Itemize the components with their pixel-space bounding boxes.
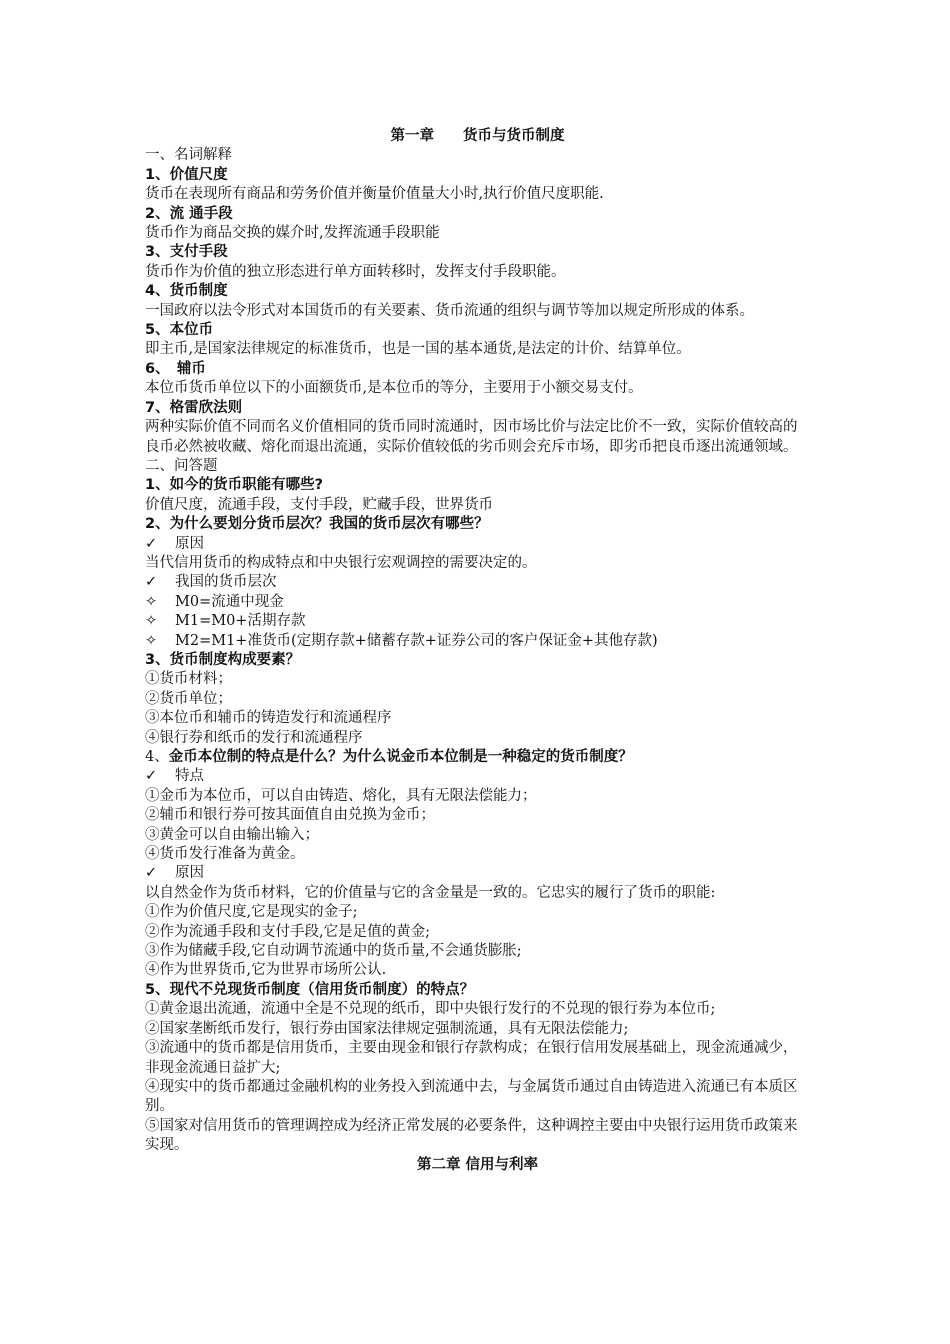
q5-item-3: ③流通中的货币都是信用货币，主要由现金和银行存款构成；在银行信用发展基础上，现金流通减少，非现金流通日益扩大; bbox=[145, 1040, 798, 1076]
q4-reason-2: ②作为流通手段和支付手段,它是足值的黄金; bbox=[145, 923, 430, 940]
q2-check-reason-label: 原因 bbox=[175, 535, 204, 552]
q3-item-4: ④银行券和纸币的发行和流通程序 bbox=[145, 729, 363, 746]
q3-item-3: ③本位币和辅币的铸造发行和流通程序 bbox=[145, 710, 392, 727]
q2-check-reason bbox=[145, 535, 810, 554]
chapter-2-title: 第二章 信用与利率 bbox=[416, 1156, 539, 1173]
check-mark-icon: ✓ bbox=[145, 768, 158, 785]
q5-item-5: ⑤国家对信用货币的管理调控成为经济正常发展的必要条件，这种调控主要由中央银行运用货币政策来实现。 bbox=[145, 1117, 798, 1154]
diamond-star-icon: ✧ bbox=[145, 632, 158, 649]
term-5-def: 即主币,是国家法律规定的标准货币，也是一国的基本通货,是法定的计价、结算单位。 bbox=[145, 341, 691, 358]
term-3-def: 货币作为价值的独立形态进行单方面转移时，发挥支付手段职能。 bbox=[145, 263, 566, 280]
term-2-title: 2、流 通手段 bbox=[145, 205, 233, 222]
q2-level-1 bbox=[145, 593, 810, 612]
q2-level-2 bbox=[145, 612, 810, 631]
q4-title: 金币本位制的特点是什么？为什么说金币本位制是一种稳定的货币制度？ bbox=[168, 749, 633, 765]
q3-title: 3、货币制度构成要素？ bbox=[145, 651, 301, 668]
q5-item-4: ④现实中的货币都通过金融机构的业务投入到流通中去，与金属货币通过自由铸造进入流通已有本质区别。 bbox=[145, 1078, 798, 1115]
q4-number: 4、 bbox=[145, 749, 169, 765]
q2-level-2-text: M1=M0+活期存款 bbox=[175, 613, 306, 630]
q5-item-2: ②国家垄断纸币发行，银行券由国家法律规定强制流通，具有无限法偿能力; bbox=[145, 1020, 629, 1037]
document-page bbox=[145, 127, 810, 1175]
q3-item-1: ①货币材料； bbox=[145, 671, 232, 688]
q3-item-2: ②货币单位； bbox=[145, 690, 232, 707]
term-6-def: 本位币货币单位以下的小面额货币,是本位币的等分，主要用于小额交易支付。 bbox=[145, 380, 643, 397]
diamond-star-icon: ✧ bbox=[145, 613, 158, 630]
term-3-title: 3、支付手段 bbox=[145, 244, 228, 261]
term-6-title: 6、 辅币 bbox=[145, 360, 206, 377]
term-5-title: 5、本位币 bbox=[145, 322, 214, 339]
q4-reason-3: ③作为储藏手段,它自动调节流通中的货币量,不会通货膨胀; bbox=[145, 943, 522, 960]
q4-check-reason-label: 原因 bbox=[175, 865, 204, 882]
check-mark-icon: ✓ bbox=[145, 865, 158, 882]
q2-level-3-text: M2=M1+准货币(定期存款+储蓄存款+证券公司的客户保证金+其他存款) bbox=[175, 632, 658, 649]
q2-check-levels-label: 我国的货币层次 bbox=[175, 574, 277, 591]
section-1-heading: 一、名词解释 bbox=[145, 147, 232, 164]
q2-level-1-text: M0=流通中现金 bbox=[175, 593, 284, 610]
term-2-def: 货币作为商品交换的媒介时,发挥流通手段职能 bbox=[145, 225, 440, 242]
term-4-title: 4、货币制度 bbox=[145, 283, 228, 300]
q5-title: 5、现代不兑现货币制度（信用货币制度）的特点？ bbox=[145, 981, 475, 998]
q2-level-3 bbox=[145, 632, 810, 651]
term-1-def: 货币在表现所有商品和劳务价值并衡量价值量大小时,执行价值尺度职能. bbox=[145, 186, 604, 203]
term-7-def: 两种实际价值不同而名义价值相同的货币同时流通时，因市场比价与法定比价不一致，实际价值较高的良币必然被收藏、熔化而退出流通，实际价值较低的劣币则会充斥市场，即劣币把良币逐出流通领域。 bbox=[145, 419, 798, 455]
q2-check-levels bbox=[145, 573, 810, 592]
q4-feature-3: ③黄金可以自由输出输入； bbox=[145, 826, 319, 843]
term-1-title: 1、价值尺度 bbox=[145, 166, 228, 183]
q4-check-reason bbox=[145, 864, 810, 883]
check-mark-icon: ✓ bbox=[145, 574, 158, 591]
q4-title-line bbox=[145, 748, 810, 767]
q4-reason-intro: 以自然金作为货币材料，它的价值量与它的含金量是一致的。它忠实的履行了货币的职能: bbox=[145, 884, 716, 901]
q4-reason-1: ①作为价值尺度,它是现实的金子; bbox=[145, 904, 358, 921]
section-2-heading: 二、问答题 bbox=[145, 457, 218, 474]
chapter-1-title: 第一章 货币与货币制度 bbox=[390, 128, 565, 144]
diamond-star-icon: ✧ bbox=[145, 593, 158, 610]
q1-title: 1、如今的货币职能有哪些? bbox=[145, 477, 323, 494]
q4-check-features-label: 特点 bbox=[175, 768, 204, 785]
q4-check-features bbox=[145, 767, 810, 786]
q4-reason-4: ④作为世界货币,它为世界市场所公认. bbox=[145, 962, 387, 979]
term-7-title: 7、格雷欣法则 bbox=[145, 399, 243, 416]
q1-answer: 价值尺度，流通手段，支付手段，贮藏手段，世界货币 bbox=[145, 496, 493, 513]
q2-reason: 当代信用货币的构成特点和中央银行宏观调控的需要决定的。 bbox=[145, 554, 537, 571]
check-mark-icon: ✓ bbox=[145, 535, 158, 552]
q4-feature-2: ②辅币和银行券可按其面值自由兑换为金币； bbox=[145, 807, 435, 824]
q4-feature-1: ①金币为本位币，可以自由铸造、熔化，具有无限法偿能力； bbox=[145, 787, 537, 804]
q2-title: 2、为什么要划分货币层次？我国的货币层次有哪些？ bbox=[145, 516, 489, 533]
q5-item-1: ①黄金退出流通，流通中全是不兑现的纸币，即中央银行发行的不兑现的银行券为本位币; bbox=[145, 1001, 716, 1018]
term-4-def: 一国政府以法令形式对本国货币的有关要素、货币流通的组织与调节等加以规定所形成的体系。 bbox=[145, 302, 754, 319]
q4-feature-4: ④货币发行准备为黄金。 bbox=[145, 846, 305, 863]
